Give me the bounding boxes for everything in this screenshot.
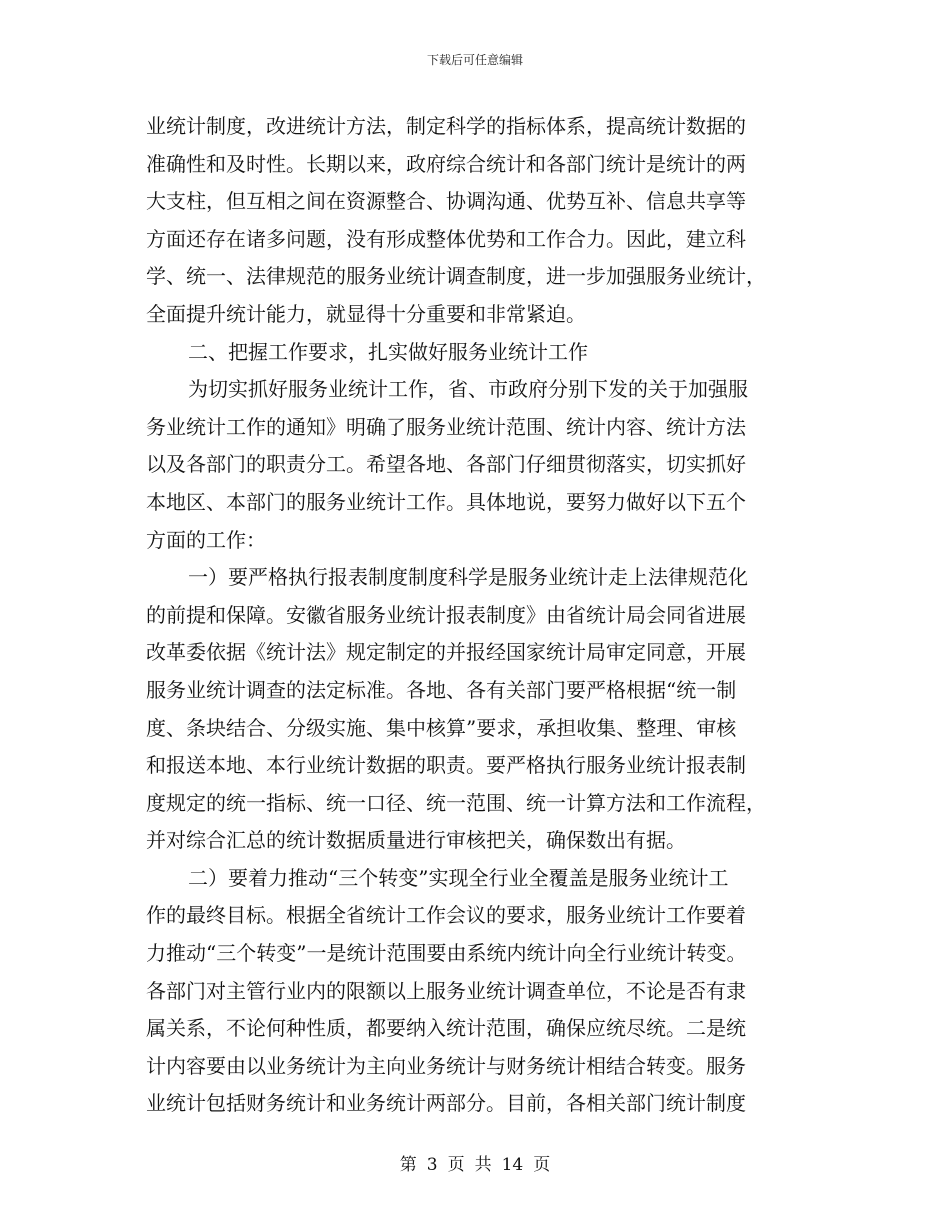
document-body	[146, 108, 796, 1123]
page-label: 第	[399, 1155, 417, 1175]
text-line: 大支柱，但互相之间在资源整合、协调沟通、优势互补、信息共享等	[146, 189, 746, 214]
text-line: 度、条块结合、分级实施、集中核算”要求，承担收集、整理、审核	[146, 715, 737, 740]
page-footer	[0, 1154, 950, 1176]
text-line: 准确性和及时性。长期以来，政府综合统计和各部门统计是统计的两	[146, 151, 746, 176]
text-line: 度规定的统一指标、统一口径、统一范围、统一计算方法和工作流程，	[146, 790, 766, 815]
text-line: 作的最终目标。根据全省统计工作会议的要求，服务业统计工作要着	[146, 903, 746, 928]
text-line: 的前提和保障。安徽省服务业统计报表制度》由省统计局会同省进展	[146, 602, 746, 627]
text-line: 本地区、本部门的服务业统计工作。具体地说，要努力做好以下五个	[146, 489, 746, 514]
total-unit: 页	[533, 1155, 551, 1175]
text-line: 以及各部门的职责分工。希望各地、各部门仔细贯彻落实，切实抓好	[146, 452, 746, 477]
text-line: 方面还存在诸多问题，没有形成整体优势和工作合力。因此，建立科	[146, 226, 746, 251]
text-line: 学、统一、法律规范的服务业统计调查制度，进一步加强服务业统计，	[146, 264, 766, 289]
page-header: 下载后可任意编辑	[426, 53, 523, 67]
text-line: 业统计包括财务统计和业务统计两部分。目前，各相关部门统计制度	[146, 1091, 746, 1116]
text-line: 各部门对主管行业内的限额以上服务业统计调查单位，不论是否有隶	[146, 978, 746, 1003]
text-line: 改革委依据《统计法》规定制定的并报经国家统计局审定同意，开展	[146, 640, 746, 665]
page-number: 3	[426, 1155, 438, 1175]
text-line: 务业统计工作的通知》明确了服务业统计范围、统计内容、统计方法	[146, 414, 746, 439]
text-line: 方面的工作：	[146, 527, 266, 552]
text-line: 计内容要由以业务统计为主向业务统计与财务统计相结合转变。服务	[146, 1053, 746, 1078]
text-line: 为切实抓好服务业统计工作，省、市政府分别下发的关于加强服	[188, 377, 748, 402]
page-unit: 页	[447, 1155, 465, 1175]
total-label: 共	[474, 1155, 492, 1175]
total-pages: 14	[501, 1155, 524, 1175]
text-line: 力推动“三个转变”一是统计范围要由系统内统计向全行业统计转变。	[146, 941, 747, 966]
text-line: 并对综合汇总的统计数据质量进行审核把关，确保数出有据。	[146, 828, 686, 853]
text-line: 一）要严格执行报表制度制度科学是服务业统计走上法律规范化	[188, 565, 748, 590]
text-line: 属关系，不论何种性质，都要纳入统计范围，确保应统尽统。二是统	[146, 1016, 746, 1041]
text-line: 全面提升统计能力，就显得十分重要和非常紧迫。	[146, 301, 586, 326]
section-heading: 二、把握工作要求，扎实做好服务业统计工作	[188, 339, 588, 364]
text-line: 二）要着力推动“三个转变”实现全行业全覆盖是服务业统计工	[188, 865, 729, 890]
text-line: 服务业统计调查的法定标准。各地、各有关部门要严格根据“统一制	[146, 677, 737, 702]
text-line: 和报送本地、本行业统计数据的职责。要严格执行服务业统计报表制	[146, 753, 746, 778]
text-line: 业统计制度，改进统计方法，制定科学的指标体系，提高统计数据的	[146, 114, 746, 138]
